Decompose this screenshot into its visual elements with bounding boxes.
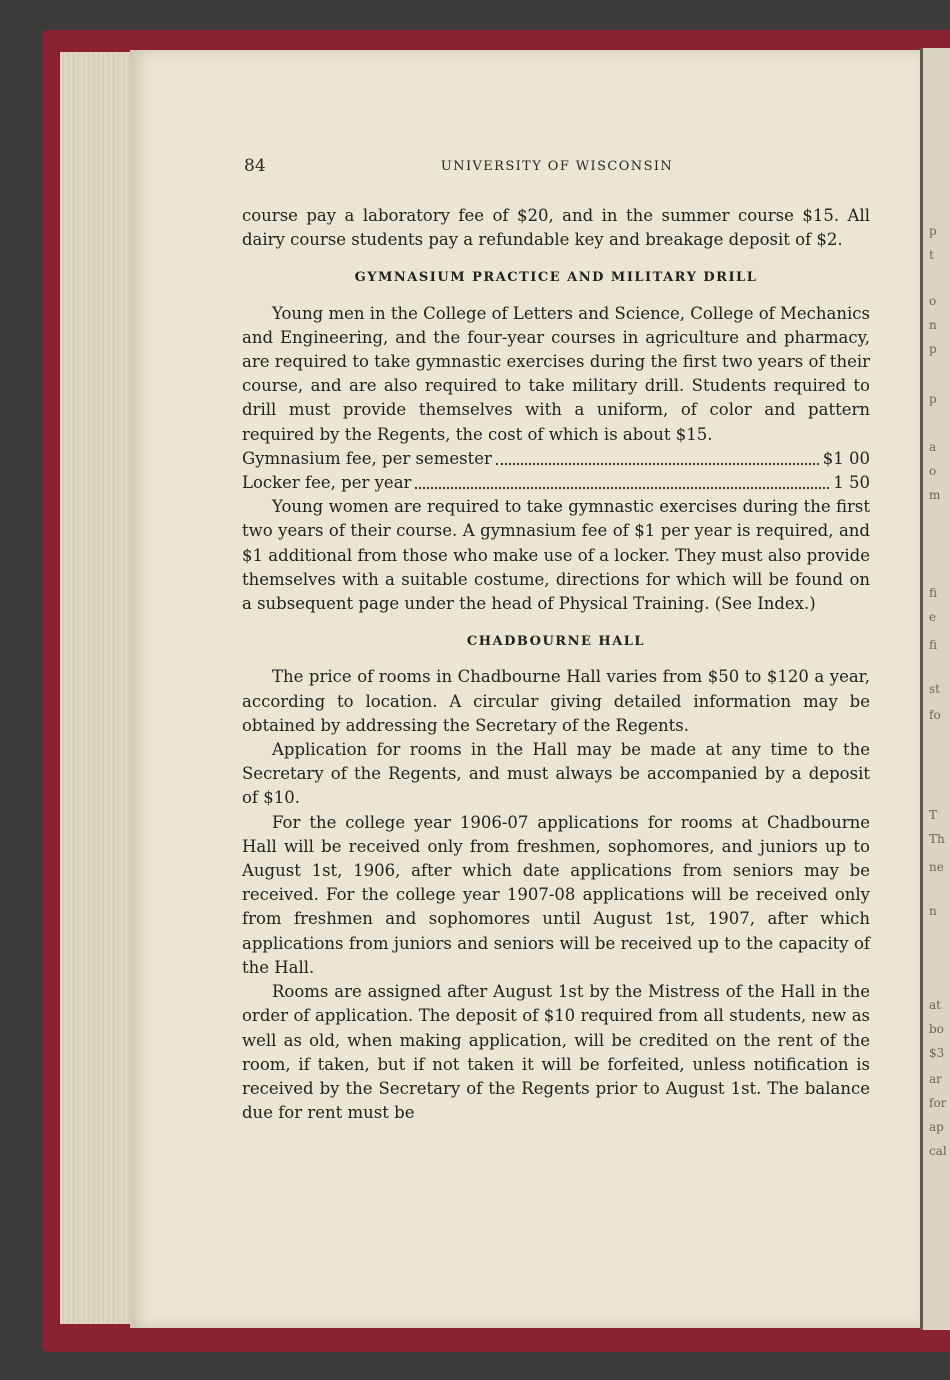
page-number: 84 <box>244 156 266 176</box>
gymnasium-paragraph: Young men in the College of Letters and Science, College of Mechanics and Engineering, and the four-year courses in agriculture and pharmacy, are required to take gymnastic exercises during the first two years of their course, and are also required to take military drill. Students required to drill must provide themselves with a uniform, of color and pattern required by the Regents, the cost of which is about $15. <box>242 303 870 444</box>
leader-dots <box>415 487 829 489</box>
fee-label: Locker fee, per year <box>242 473 412 493</box>
next-page-fragment: m <box>929 488 941 502</box>
young-women-paragraph: Young women are required to take gymnastic exercises during the first two years of their course. A gymnasium fee of $1 per year is required, and $1 additional from those who make use of a locker. They must also provide themselves with a suitable costume, directions for which will be found on a subsequent page under the head of Physical Training. (See Index.) <box>242 497 870 614</box>
leader-dots <box>496 463 819 465</box>
next-page-fragment: st <box>929 682 940 696</box>
next-page-fragment: ap <box>929 1120 944 1134</box>
next-page-fragment: fo <box>929 708 941 722</box>
page-edges <box>60 52 130 1324</box>
next-page-fragment: o <box>929 464 937 478</box>
chadbourne-paragraph-4: Rooms are assigned after August 1st by the Mistress of the Hall in the order of application. The deposit of $10 required from all students, new as well as old, when making application, will be credited on the rent of the room, if taken, but if not taken it will be forfeited, unless notification is received by the Secretary of the Regents prior to August 1st. The balance due for rent must be <box>242 982 870 1123</box>
next-page-fragment: $3 <box>929 1046 945 1060</box>
next-page-fragment: T <box>929 808 938 822</box>
next-page-fragment: a <box>929 440 937 454</box>
next-page-fragment: p <box>929 342 937 356</box>
running-title: UNIVERSITY OF WISCONSIN <box>440 159 674 174</box>
section-heading-gymnasium: GYMNASIUM PRACTICE AND MILITARY DRILL <box>354 270 758 286</box>
next-page-fragment: at <box>929 998 941 1012</box>
fee-amount: 1 50 <box>833 473 870 493</box>
next-page-fragment: for <box>929 1096 947 1110</box>
chadbourne-paragraph-3: For the college year 1906-07 applications for rooms at Chadbourne Hall will be received only from freshmen, sophomores, and juniors up to August 1st, 1906, after which date applications from seniors may be received. For the college year 1907-08 applications will be received only from freshmen and sophomores until August 1st, 1907, after which applications from juniors and seniors will be received up to the capacity of the Hall. <box>242 812 870 977</box>
next-page-fragment: ar <box>929 1072 942 1086</box>
fee-line-locker <box>242 471 870 495</box>
next-page-fragment: t <box>929 248 934 262</box>
fee-line-gymnasium <box>242 447 870 471</box>
section-heading-chadbourne: CHADBOURNE HALL <box>466 634 646 650</box>
next-page-fragment: p <box>929 224 937 238</box>
page-header <box>244 156 870 180</box>
next-page-fragment: fi <box>929 586 938 600</box>
next-page-fragment: n <box>929 318 937 332</box>
next-page-fragment: fi <box>929 638 938 652</box>
intro-paragraph: course pay a laboratory fee of $20, and in the summer course $15. All dairy course students pay a refundable key and breakage deposit of $2. <box>242 206 870 250</box>
fee-amount: $1 00 <box>822 448 870 468</box>
chadbourne-paragraph-1: The price of rooms in Chadbourne Hall varies from $50 to $120 a year, according to location. A circular giving detailed information may be obtained by addressing the Secretary of the Regents. <box>242 667 870 735</box>
page-body <box>242 204 870 1125</box>
next-page-fragment: o <box>929 294 937 308</box>
next-page-fragment: e <box>929 610 937 624</box>
next-page-edge <box>920 48 950 1330</box>
chadbourne-paragraph-2: Application for rooms in the Hall may be made at any time to the Secretary of the Regents, and must always be accompanied by a deposit of $10. <box>242 740 870 808</box>
fee-label: Gymnasium fee, per semester <box>242 448 492 468</box>
next-page-fragment: p <box>929 392 937 406</box>
next-page-fragment: bo <box>929 1022 944 1036</box>
next-page-fragment: Th <box>929 832 945 846</box>
next-page-fragment: cal <box>929 1144 947 1158</box>
next-page-fragment: n <box>929 904 937 918</box>
next-page-fragment: ne <box>929 860 944 874</box>
